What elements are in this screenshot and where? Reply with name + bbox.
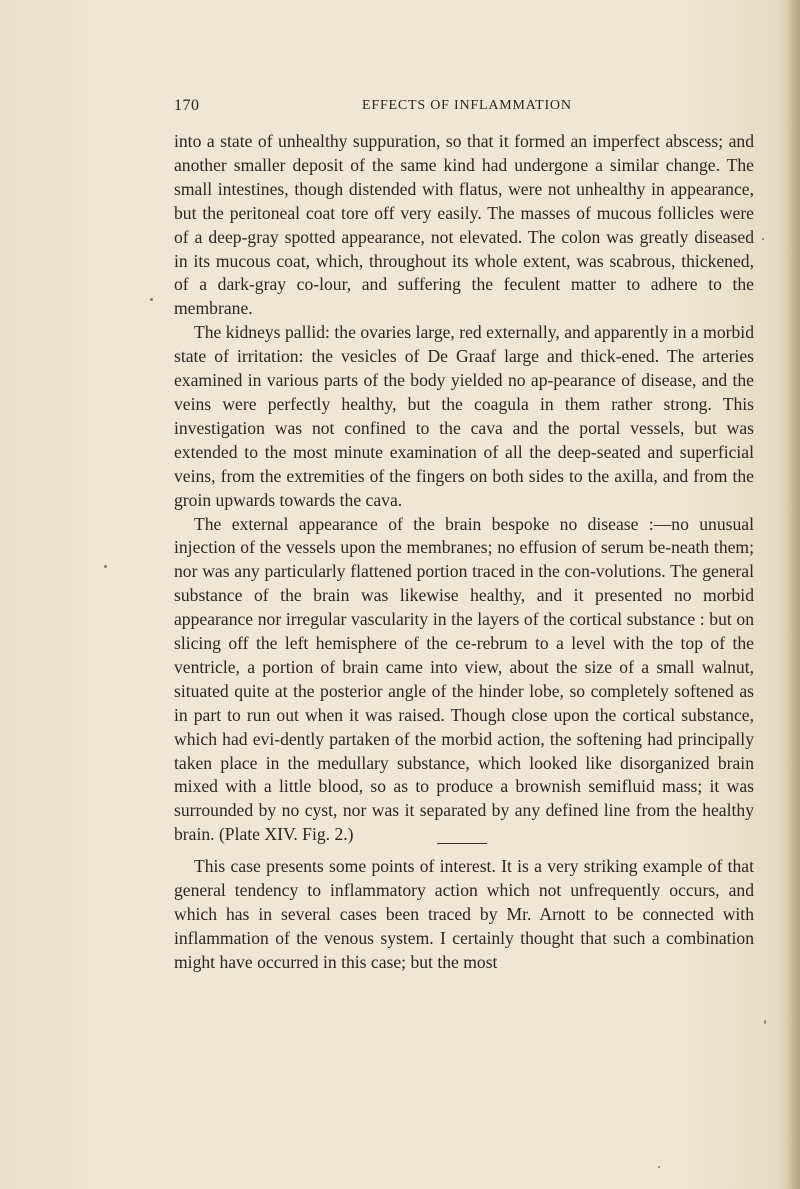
paper-speck bbox=[764, 1020, 766, 1024]
page-edge-shadow bbox=[786, 0, 800, 1189]
paper-speck bbox=[104, 565, 107, 568]
paragraph-commentary: This case presents some points of interest. It is a very striking example of that general tendency to inflammatory action which not unfrequently occurs, and which has in several cases been traced by Mr. Arnott to be connected with inflammation of the venous system. I certainly thought that such a combination might have occurred in this case; but the most bbox=[174, 856, 754, 972]
page-header bbox=[174, 97, 754, 117]
paragraph-continuation: into a state of unhealthy suppuration, so that it formed an imperfect abscess; and another smaller deposit of the same kind had undergone a similar change. The small intestines, though distended with flatus, were not unhealthy in appearance, but the peritoneal coat tore off very easily. The masses of mucous follicles were of a deep-gray spotted appearance, not elevated. The colon was greatly diseased in its mucous coat, which, throughout its whole extent, was scabrous, thickened, of a dark-gray co-lour, and suffering the feculent matter to adhere to the membrane. bbox=[174, 131, 754, 319]
page-number: 170 bbox=[174, 97, 200, 114]
paragraph-brain: The external appearance of the brain bespoke no disease :—no unusual injection of the vessels upon the membranes; no effusion of serum be-neath them; nor was any particularly flattened portion traced in the con-volutions. The general substance of the brain was likewise healthy, and it presented no morbid appearance nor irregular vascularity in the layers of the cortical substance : but on slicing off the left hemisphere of the ce-rebrum to a level with the top of the ventricle, a portion of brain came into view, about the size of a small walnut, situated quite at the posterior angle of the hinder lobe, so completely softened as in part to run out when it was raised. Though close upon the cortical substance, which had evi-dently partaken of the morbid action, the softening had principally taken place in the medullary substance, which looked like disorganized brain mixed with a little blood, so as to produce a brownish semifluid mass; it was surrounded by no cyst, nor was it separated by any defined line from the healthy brain. (Plate XIV. Fig. 2.) bbox=[174, 513, 754, 845]
case-commentary bbox=[174, 855, 754, 975]
paragraph-kidneys: The kidneys pallid: the ovaries large, red externally, and apparently in a morbid state of irritation: the vesicles of De Graaf large and thick-ened. The arteries examined in various parts of the body yielded no ap-pearance of disease, and the veins were perfectly healthy, but the coagula in them rather strong. This investigation was not confined to the cava and the portal vessels, but was extended to the most minute examination of all the deep-seated and superficial veins, from the extremities of the fingers on both sides to the axilla, and from the groin upwards towards the cava. bbox=[174, 322, 754, 510]
section-divider bbox=[437, 843, 487, 844]
case-description bbox=[174, 130, 754, 847]
running-title: EFFECTS OF INFLAMMATION bbox=[362, 98, 572, 113]
paper-speck bbox=[150, 298, 153, 301]
paper-speck bbox=[658, 1166, 660, 1168]
paper-speck bbox=[762, 238, 764, 240]
